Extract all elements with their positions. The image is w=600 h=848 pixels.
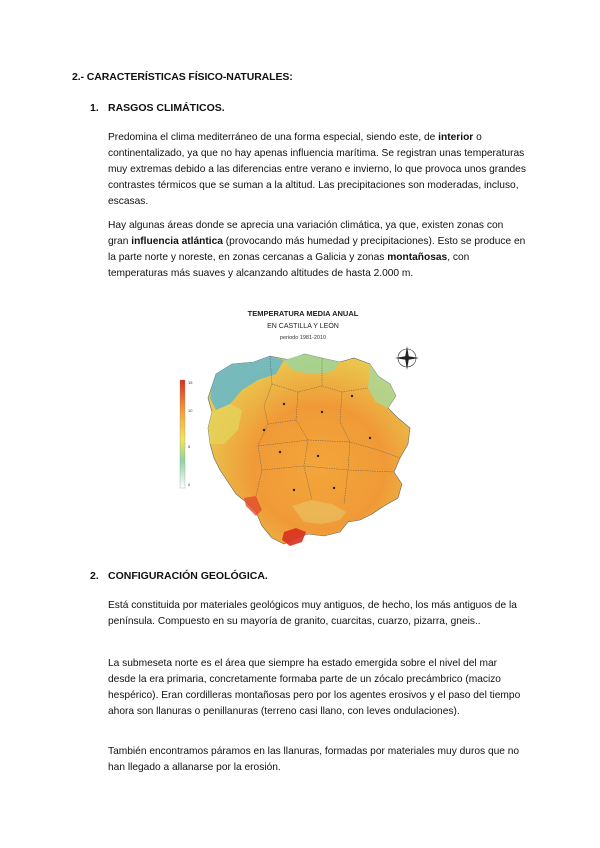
- legend-tick: 5: [188, 444, 191, 449]
- map-legend: [180, 380, 193, 488]
- map-subtitle: EN CASTILLA Y LEÓN: [267, 323, 339, 330]
- subsection-title: RASGOS CLIMÁTICOS.: [108, 102, 225, 114]
- text-run: , con temperaturas más suaves y alcanzando altitudes de hasta 2.000 m.: [108, 252, 470, 279]
- subsection-number: 1.: [90, 102, 99, 114]
- legend-tick: 10: [188, 408, 193, 413]
- climate-paragraph-2: [108, 218, 526, 282]
- bold-term: montañosas: [387, 252, 448, 263]
- castilla-leon-map: [208, 354, 410, 546]
- section-heading: 2.- CARACTERÍSTICAS FÍSICO-NATURALES:: [72, 71, 293, 83]
- legend-tick: 15: [188, 380, 193, 385]
- bold-term: influencia atlántica: [131, 236, 223, 247]
- compass-rose-icon: [395, 346, 419, 370]
- climate-paragraph-1: [108, 130, 526, 210]
- bold-term: interior: [438, 132, 474, 143]
- geology-paragraph-3: También encontramos páramos en las llanuras, formadas por materiales muy duros que no han llegado a allanarse por la erosión.: [108, 746, 520, 773]
- geology-paragraph-1: Está constituida por materiales geológicos muy antiguos, de hecho, los más antiguos de la península. Compuesto en su mayoría de granito, cuarcitas, cuarzo, pizarra, gneis..: [108, 600, 517, 627]
- text-run: Predomina el clima mediterráneo de una forma especial, siendo este, de: [108, 132, 439, 143]
- subsection-heading-climate: [90, 102, 225, 114]
- map-period: periodo 1981-2010: [279, 335, 327, 341]
- text-run: Hay algunas áreas donde se aprecia una variación climática, ya que, existen zonas con gran: [108, 220, 504, 247]
- map-title: TEMPERATURA MEDIA ANUAL: [247, 309, 359, 318]
- subsection-heading-geology: [90, 570, 268, 582]
- subsection-title: CONFIGURACIÓN GEOLÓGICA.: [108, 570, 268, 582]
- geology-paragraph-2: La submeseta norte es el área que siempre ha estado emergida sobre el nivel del mar desde la era primaria, concretamente formaba parte de un zócalo precámbrico (macizo hespérico). Eran cordilleras montañosas pero por los agentes erosivos y el paso del tiempo ahora son llanuras o penillanuras (terreno casi llano, con leves ondulaciones).: [108, 658, 521, 717]
- subsection-number: 2.: [90, 570, 99, 582]
- legend-tick: 0: [188, 482, 191, 487]
- text-run: (provocando más humedad y precipitaciones). Esto se produce en la parte norte y noreste, en zonas cercanas a Galicia y zonas: [108, 236, 526, 263]
- text-run: o continentalizado, ya que no hay apenas influencia marítima. Se registran unas temperaturas muy extremas debido a las diferencias entre verano e invierno, lo que provoca unos grandes contrastes térmicos que se suman a la altitud. Las precipitaciones son moderadas, incluso, escasas.: [108, 132, 526, 207]
- temperature-map-figure: [172, 300, 434, 562]
